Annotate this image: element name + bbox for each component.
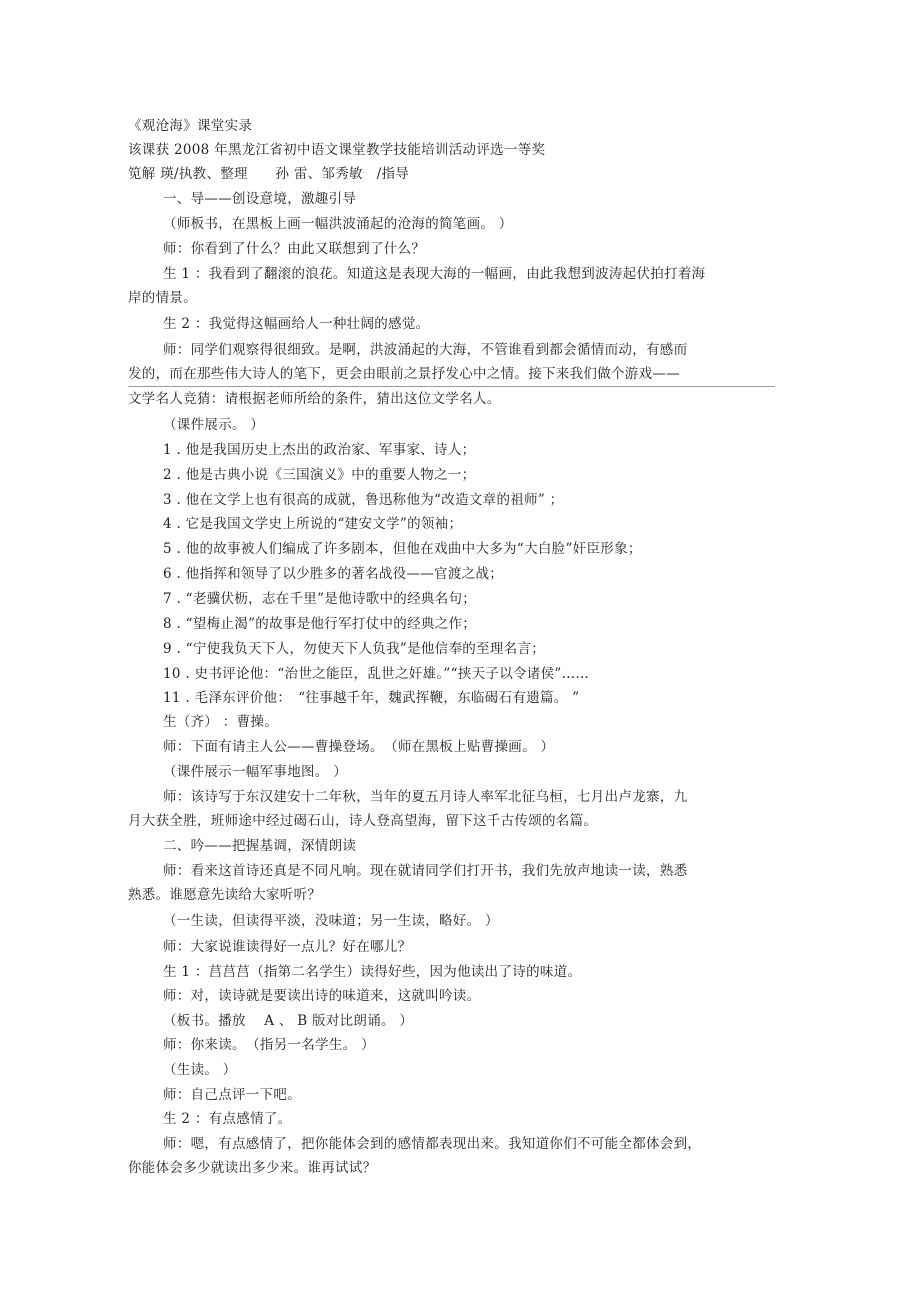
list-item: 3 . 他在文学上也有很高的成就，鲁迅称他为“改造文章的祖师” ； — [163, 492, 564, 508]
list-item: 10 . 史书评论他：“治世之能臣，乱世之奸雄。”“挟天子以令诸侯”…… — [163, 666, 590, 682]
paragraph-line: 生 2 ：有点感情了。 — [163, 1111, 292, 1127]
paragraph-line: 师：你来读。 （指另一名学生。 ） — [163, 1037, 375, 1053]
paragraph-line: 师：下面有请主人公——曹操登场。 （师在黑板上贴曹操画。 ） — [163, 739, 555, 755]
paragraph-line: 师：同学们观察得很细致。是啊，洪波涌起的大海，不管谁看到都会循情而动，有感而 — [163, 342, 688, 358]
section-heading: 二、吟——把握基调，深情朗读 — [163, 838, 357, 854]
paragraph-line: 你能体会多少就读出多少来。谁再试试？ — [128, 1160, 377, 1176]
list-item: 7 . “老骥伏枥，志在千里”是他诗歌中的经典名句； — [163, 591, 477, 607]
paragraph-line: 师：对，读诗就是要读出诗的味道来，这就叫吟读。 — [163, 988, 481, 1004]
paragraph-line: 生 1 ：我看到了翻滚的浪花。知道这是表现大海的一幅画，由此我想到波涛起伏拍打着海 — [163, 266, 706, 282]
paragraph-line: 岸的情景。 — [128, 290, 197, 306]
paragraph-line: （生读。 ） — [163, 1062, 237, 1078]
paragraph-line: 师：嗯，有点感情了，把你能体会到的感情都表现出来。我知道你们不可能全都体会到， — [163, 1136, 702, 1152]
paragraph-line: 文学名人竞猜：请根据老师所给的条件，猜出这位文学名人。 — [128, 391, 501, 407]
list-item: 4 . 它是我国文学史上所说的“建安文学”的领袖； — [163, 516, 463, 532]
horizontal-divider — [128, 386, 775, 387]
paragraph-line: （一生读，但读得平淡，没味道；另一生读，略好。 ） — [163, 913, 499, 929]
doc-title: 《观沧海》课堂实录 — [128, 118, 253, 134]
section-heading: 一、导——创设意境，激趣引导 — [163, 191, 357, 207]
list-item: 5 . 他的故事被人们编成了许多剧本，但他在戏曲中大多为“大白脸”奸臣形象； — [163, 541, 642, 557]
paragraph-line: 熟悉。谁愿意先读给大家听听？ — [128, 887, 322, 903]
paragraph-line: （板书。播放 A 、 B 版对比朗诵。 ） — [163, 1013, 414, 1029]
list-item: 1 . 他是我国历史上杰出的政治家、军事家、诗人； — [163, 442, 476, 458]
paragraph-line: 师：自己点评一下吧。 — [163, 1087, 301, 1103]
list-item: 9 . “宁使我负天下人，勿使天下人负我”是他信奉的至理名言； — [163, 641, 546, 657]
paragraph-line: 生 1 ：莒莒莒（指第二名学生）读得好些，因为他读出了诗的味道。 — [163, 964, 582, 980]
list-item: 2 . 他是古典小说《三国演义》中的重要人物之一； — [163, 467, 476, 483]
list-item: 8 . “望梅止渴”的故事是他行军打仗中的经典之作； — [163, 616, 477, 632]
paragraph-line: 月大获全胜，班师途中经过碣石山，诗人登高望海，留下这千古传颂的名篇。 — [128, 813, 598, 829]
paragraph-line: 师：你看到了什么？由此又联想到了什么？ — [163, 241, 426, 257]
paragraph-line: （课件展示。 ） — [163, 417, 265, 433]
paragraph-line: （师板书，在黑板上画一幅洪波涌起的沧海的简笔画。 ） — [163, 216, 513, 232]
paragraph-line: 生（齐） ：曹操。 — [163, 714, 278, 730]
paragraph-line: 发的，而在那些伟大诗人的笔下，更会由眼前之景抒发心中之情。接下来我们做个游戏—— — [128, 366, 680, 382]
list-item: 11 . 毛泽东评价他： “往事越千年，魏武挥鞭，东临碣石有遗篇。 ” — [163, 690, 580, 706]
paragraph-line: 生 2 ：我觉得这幅画给人一种壮阔的感觉。 — [163, 316, 430, 332]
credits-line: 笕解 瑛/执教、整理 孙 雷、邹秀敏 /指导 — [128, 166, 410, 182]
paragraph-line: 师：看来这首诗还真是不同凡响。现在就请同学们打开书，我们先放声地读一读，熟悉 — [163, 863, 688, 879]
paragraph-line: 师：该诗写于东汉建安十二年秋，当年的夏五月诗人率军北征乌桓，七月出卢龙寨，九 — [163, 789, 688, 805]
paragraph-line: （课件展示一幅军事地图。 ） — [163, 764, 347, 780]
list-item: 6 . 他指挥和领导了以少胜多的著名战役——官渡之战； — [163, 566, 504, 582]
award-line: 该课获 2008 年黑龙江省初中语文课堂教学技能培训活动评选一等奖 — [128, 142, 546, 158]
paragraph-line: 师：大家说谁读得好一点儿？好在哪儿？ — [163, 939, 412, 955]
